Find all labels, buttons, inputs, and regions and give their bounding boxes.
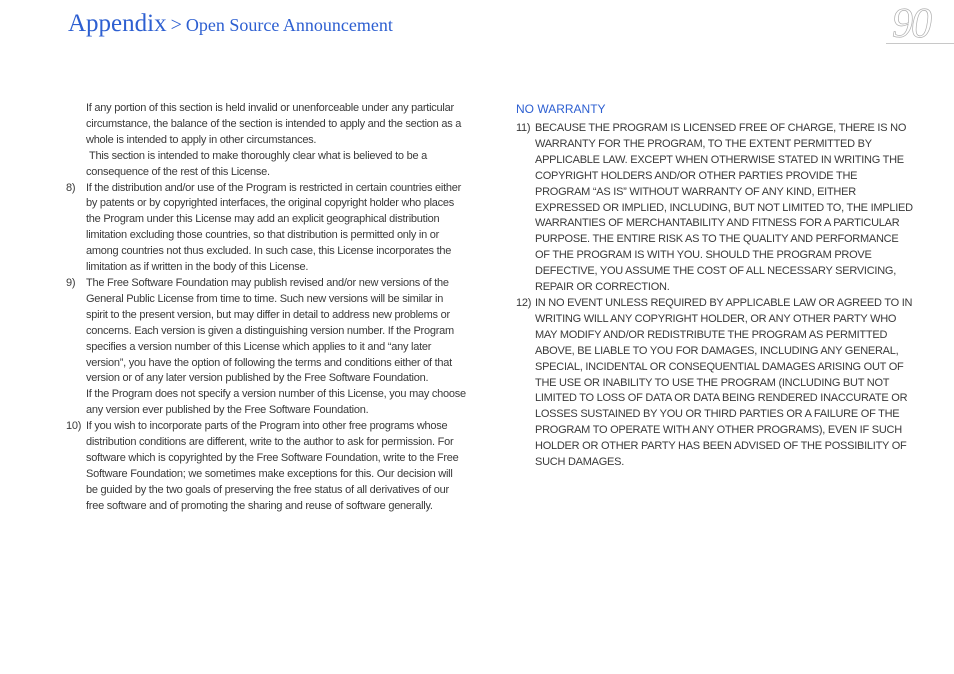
item-number: 10)	[66, 420, 82, 433]
item-number: 9)	[66, 276, 76, 289]
page-number: 90	[892, 1, 930, 47]
section-subtitle: Open Source Announcement	[185, 15, 393, 35]
intro-paragraph: If any portion of this section is held invalid or unenforceable under any particular circumstance, the balance of the section is intended to apply and the section as a whole is intended to apply in other circumstances.	[86, 102, 462, 146]
list-item-9	[66, 276, 466, 419]
breadcrumb-separator: >	[170, 14, 182, 36]
list-item-11	[516, 121, 914, 296]
left-column	[66, 101, 466, 515]
intro-paragraph-2-text: This section is intended to make thoroughly clear what is believed to be a consequence of the rest of this License.	[86, 149, 427, 178]
page-title	[68, 10, 393, 38]
item-text: If the distribution and/or use of the Program is restricted in certain countries either by patents or by copyrighted interfaces, the original copyright holder who places the Program under this License may add an explicit geographical distribution limitation excluding those countries, so that distribution is permitted only in or among countries not thus excluded. In such case, this License incorporates the limitation as if written in the body of this License.	[86, 181, 462, 274]
no-warranty-heading: NO WARRANTY	[516, 102, 606, 116]
list-item-8	[66, 181, 466, 276]
item-text: BECAUSE THE PROGRAM IS LICENSED FREE OF CHARGE, THERE IS NO WARRANTY FOR THE PROGRAM, TO THE EXTENT PERMITTED BY APPLICABLE LAW. EXCEPT WHEN OTHERWISE STATED IN WRITING THE COPYRIGHT HOLDERS AND/OR OTHER PARTIES PROVIDE THE PROGRAM “AS IS” WITHOUT WARRANTY OF ANY KIND, EITHER EXPRESSED OR IMPLIED, INCLUDING, BUT NOT LIMITED TO, THE IMPLIED WARRANTIES OF MERCHANTABILITY AND FITNESS FOR A PARTICULAR PURPOSE. THE ENTIRE RISK AS TO THE QUALITY AND PERFORMANCE OF THE PROGRAM IS WITH YOU. SHOULD THE PROGRAM PROVE DEFECTIVE, YOU ASSUME THE COST OF ALL NECESSARY SERVICING, REPAIR OR CORRECTION.	[535, 122, 913, 294]
item-text: The Free Software Foundation may publish revised and/or new versions of the General Public License from time to time. Such new versions will be similar in spirit to the present version, but may differ in detail to address new problems or concerns. Each version is given a distinguishing version number. If the Program specifies a version number of this License which applies to it and “any later version”, you have the option of following the terms and conditions either of that version or of any later version published by the Free Software Foundation.	[86, 276, 454, 385]
item-text: If you wish to incorporate parts of the Program into other free programs whose distribution conditions are different, write to the author to ask for permission. For software which is copyrighted by the Free Software Foundation, write to the Free Software Foundation; we sometimes make exceptions for this. Our decision will be guided by the two goals of preserving the free status of all derivatives of our free software and of promoting the sharing and reuse of software generally.	[86, 420, 459, 512]
item-number: 8)	[66, 181, 76, 194]
intro-paragraph-2	[66, 149, 466, 181]
right-column	[516, 101, 914, 471]
section-title: Appendix	[68, 10, 167, 37]
item-text: IN NO EVENT UNLESS REQUIRED BY APPLICABLE LAW OR AGREED TO IN WRITING WILL ANY COPYRIGHT HOLDER, OR ANY OTHER PARTY WHO MAY MODIFY AND/OR REDISTRIBUTE THE PROGRAM AS PERMITTED ABOVE, BE LIABLE TO YOU FOR DAMAGES, INCLUDING ANY GENERAL, SPECIAL, INCIDENTAL OR CONSEQUENTIAL DAMAGES ARISING OUT OF THE USE OR INABILITY TO USE THE PROGRAM (INCLUDING BUT NOT LIMITED TO LOSS OF DATA OR DATA BEING RENDERED INACCURATE OR LOSSES SUSTAINED BY YOU OR THIRD PARTIES OR A FAILURE OF THE PROGRAM TO OPERATE WITH ANY OTHER PROGRAMS), EVEN IF SUCH HOLDER OR OTHER PARTY HAS BEEN ADVISED OF THE POSSIBILITY OF SUCH DAMAGES.	[535, 296, 913, 469]
item-text-continued: If the Program does not specify a version number of this License, you may choose any version ever published by the Free Software Foundation.	[86, 388, 466, 417]
header-divider	[886, 43, 954, 44]
item-number: 11)	[516, 122, 531, 134]
item-number: 12)	[516, 296, 532, 309]
list-item-12	[516, 296, 914, 471]
list-item-10	[66, 419, 466, 514]
